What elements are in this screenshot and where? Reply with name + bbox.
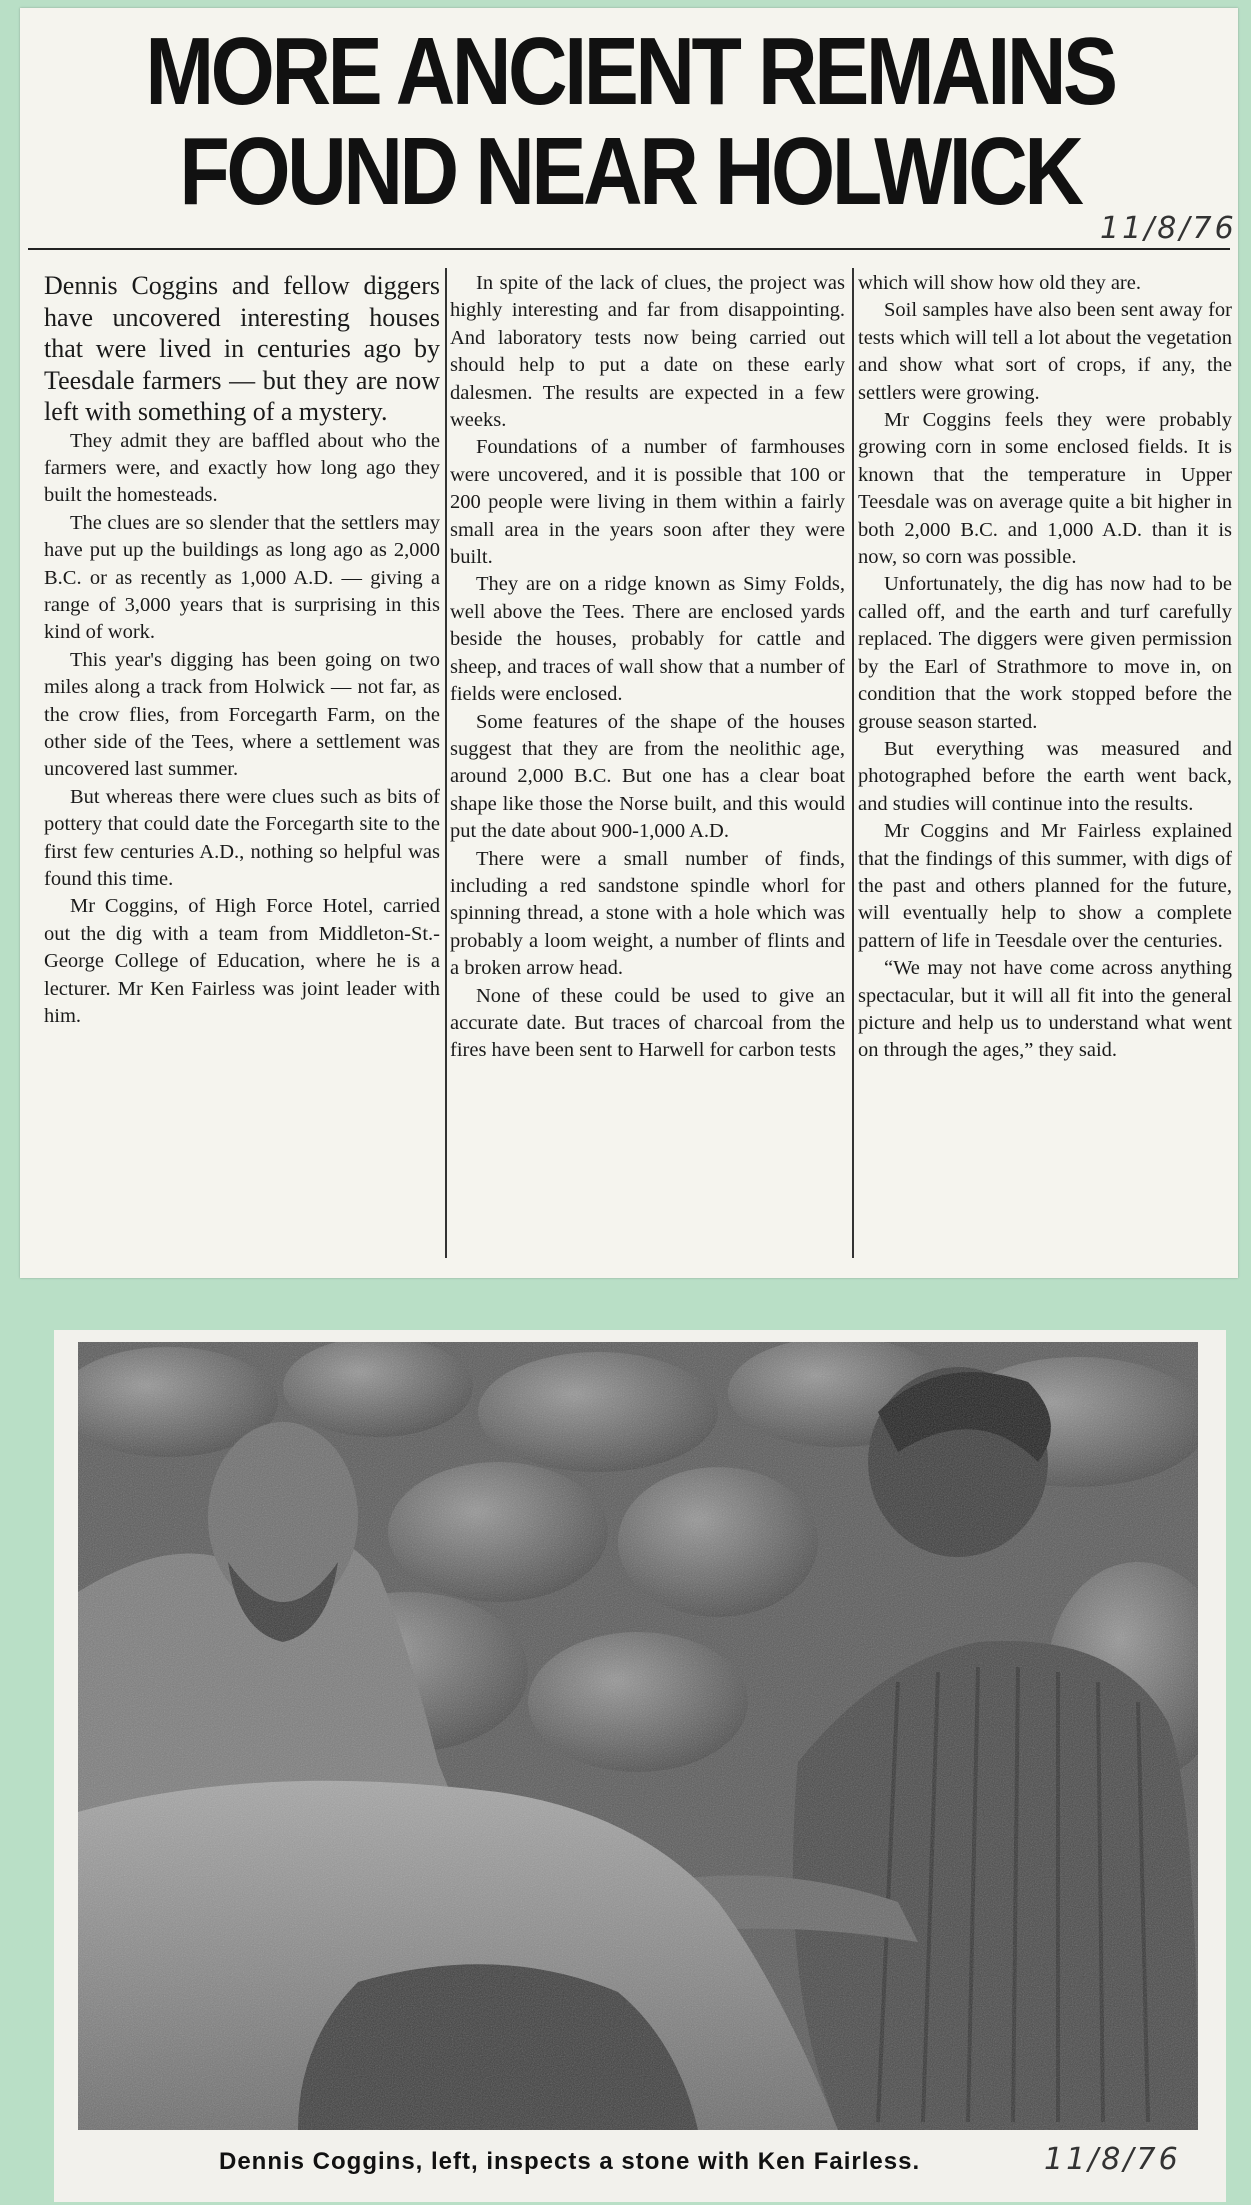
handwritten-date: 11/8/76 [1100, 211, 1237, 246]
paragraph: There were a small number of finds, including a red sandstone spindle whorl for spinning thread, a stone with a hole which was probably a loom weight, a number of flints and a broken arrow head. [450, 847, 845, 980]
paragraph: In spite of the lack of clues, the project was highly interesting and far from disappointing. And laboratory tests now being carried out should help to put a date on these early dalesmen. The results are expected in a few weeks. [450, 272, 845, 432]
paragraph: But everything was measured and photographed before the earth went back, and studies will continue into the results. [858, 737, 1232, 815]
photo-clipping [54, 1330, 1226, 2202]
paragraph: This year's digging has been going on two miles along a track from Holwick — not far, as the crow flies, from Forcegarth Farm, on the other side of the Tees, where a settlement was uncovered last summer. [44, 648, 440, 781]
paragraph: They are on a ridge known as Simy Folds, well above the Tees. There are enclosed yards beside the houses, probably for cattle and sheep, and traces of wall show that a number of fields were enclosed. [450, 573, 845, 706]
paragraph: Dennis Coggins and fellow diggers have uncovered interesting houses that were lived in centuries ago by Teesdale farmers — but they are now left with something of a mystery. [44, 271, 440, 426]
article-column-1 [44, 270, 440, 1030]
paragraph: Unfortunately, the dig has now had to be called off, and the earth and turf carefully replaced. The diggers were given permission by the Earl of Strathmore to move in, on condition that the work stopped before the grouse season started. [858, 573, 1232, 733]
paragraph: Some features of the shape of the houses suggest that they are from the neolithic age, around 2,000 B.C. But one has a clear boat shape like those the Norse built, and this would put the date about 900-1,000 A.D. [450, 710, 845, 843]
paragraph: The clues are so slender that the settlers may have put up the buildings as long ago as 2,000 B.C. or as recently as 1,000 A.D. — giving a range of 3,000 years that is surprising in this kind of work. [44, 511, 440, 644]
article-column-3 [858, 270, 1232, 1065]
article-column-2 [450, 270, 845, 1065]
paragraph: Soil samples have also been sent away for tests which will tell a lot about the vegetation and show what sort of crops, if any, the settlers were growing. [858, 299, 1232, 404]
column-divider [445, 268, 447, 1258]
paragraph: But whereas there were clues such as bits of pottery that could date the Forcegarth site to the first few centuries A.D., nothing so helpful was found this time. [44, 785, 440, 890]
paragraph: Foundations of a number of farmhouses were uncovered, and it is possible that 100 or 200 people were living in them within a fairly small area in the years soon after they were built. [450, 436, 845, 569]
paragraph: Mr Coggins, of High Force Hotel, carried out the dig with a team from Middleton-St.-George College of Education, where he is a lecturer. Mr Ken Fairless was joint leader with him. [44, 895, 440, 1028]
headline-line-1: MORE ANCIENT REMAINS [145, 18, 1115, 125]
column-divider [852, 268, 854, 1258]
newspaper-clipping [20, 8, 1238, 1278]
headline [140, 18, 1120, 225]
handwritten-date: 11/8/76 [1044, 2142, 1181, 2177]
headline-line-2: FOUND NEAR HOLWICK [179, 118, 1081, 225]
photo-image [78, 1342, 1198, 2130]
headline-rule [28, 248, 1230, 250]
dig-photograph [78, 1342, 1198, 2130]
paragraph: which will show how old they are. [858, 272, 1141, 294]
paragraph: They admit they are baffled about who the farmers were, and exactly how long ago they built the homesteads. [44, 429, 440, 507]
paragraph: Mr Coggins feels they were probably growing corn in some enclosed fields. It is known that the temperature in Upper Teesdale was on average quite a bit higher in both 2,000 B.C. and 1,000 A.D. than it is now, so corn was possible. [858, 409, 1232, 569]
paragraph: “We may not have come across anything spectacular, but it will all fit into the general picture and help us to understand what went on through the ages,” they said. [858, 957, 1232, 1062]
paragraph: None of these could be used to give an accurate date. But traces of charcoal from the fires have been sent to Harwell for carbon tests [450, 984, 845, 1062]
paragraph: Mr Coggins and Mr Fairless explained that the findings of this summer, with digs of the past and others planned for the future, will eventually help to show a complete pattern of life in Teesdale over the centuries. [858, 820, 1232, 952]
photo-caption: Dennis Coggins, left, inspects a stone with Ken Fairless. [219, 2148, 921, 2175]
